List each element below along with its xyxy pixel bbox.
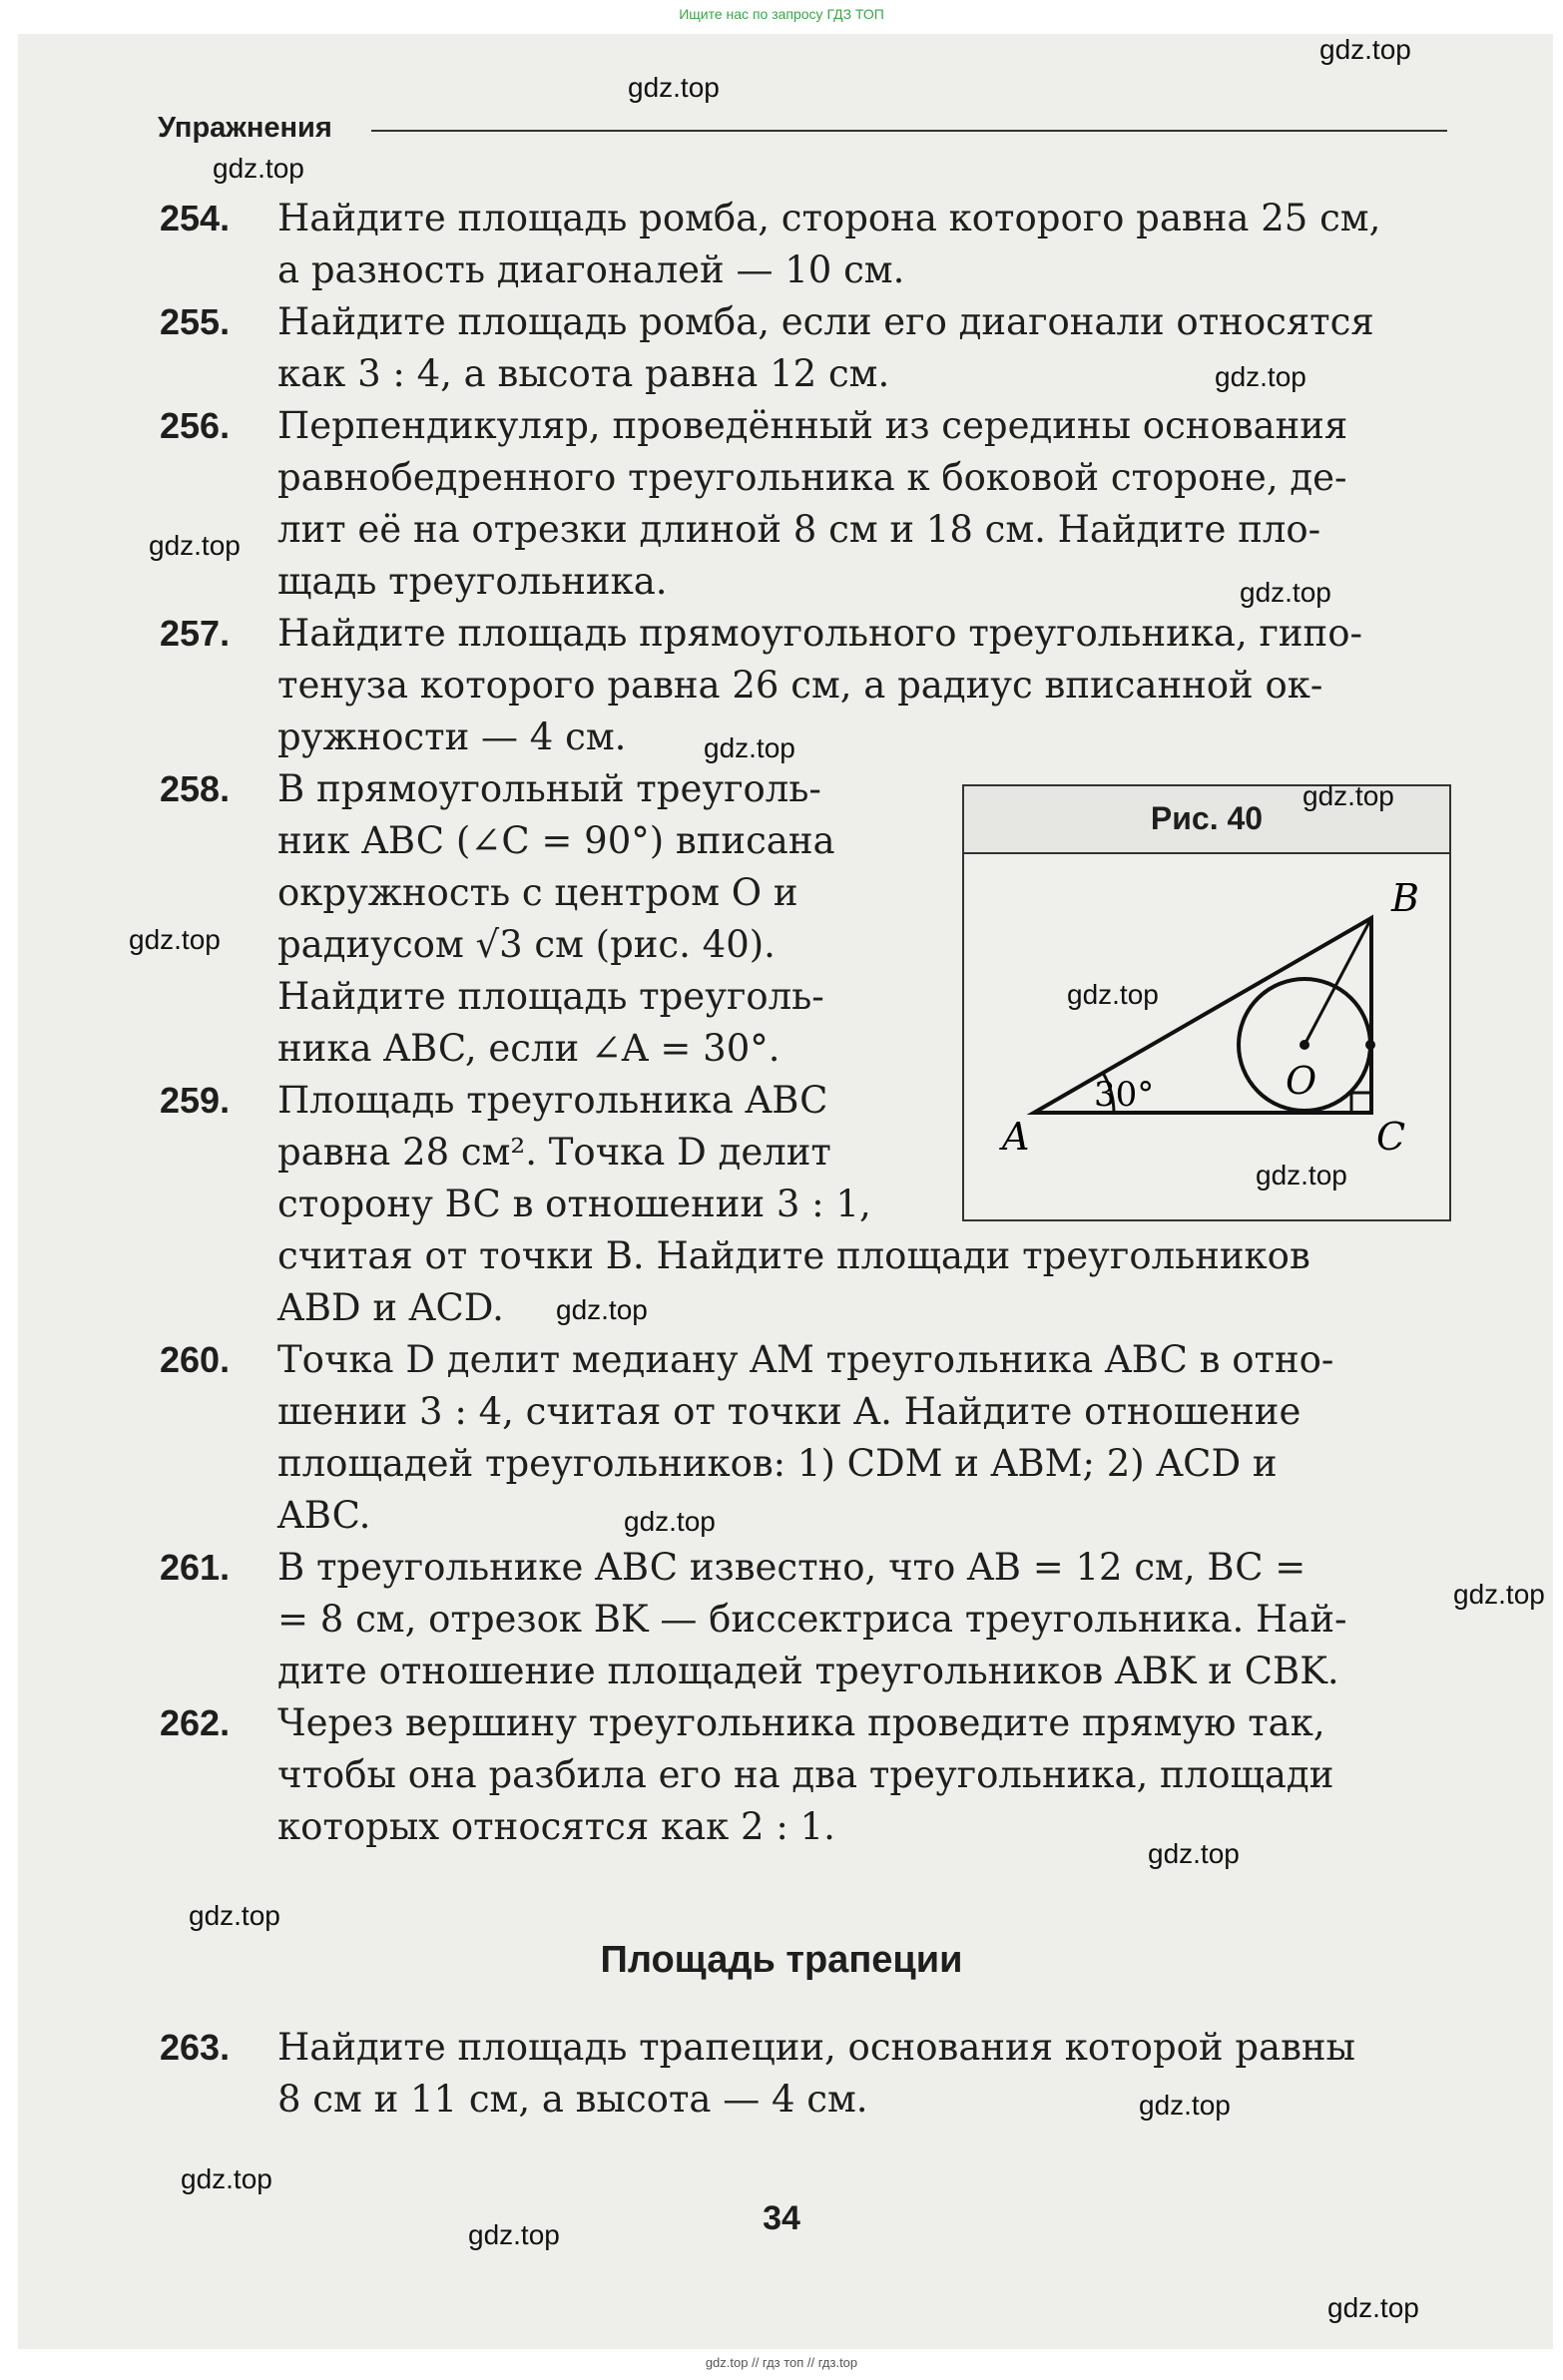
angle-label: 30° [1094, 1075, 1155, 1115]
exercise-number: 263. [160, 2027, 231, 2068]
footer-link[interactable]: gdz.top // гдз топ // гдз.top [705, 2355, 858, 2370]
watermark: gdz.top [1240, 577, 1331, 608]
exercise-text-line: Площадь треугольника ABC [277, 1079, 828, 1122]
watermark: gdz.top [1319, 34, 1411, 65]
watermark: gdz.top [1148, 1838, 1240, 1869]
exercise-text-line: считая от точки B. Найдите площади треугольников [277, 1234, 1310, 1277]
exercise-text-line: ник ABC (∠C = 90°) вписана [277, 819, 835, 862]
exercise-text-line: чтобы она разбила его на два треугольника, площади [277, 1753, 1334, 1796]
watermark: gdz.top [624, 1506, 716, 1537]
section-subheading: Площадь трапеции [600, 1939, 963, 1981]
exercise-text-line: равнобедренного треугольника к боковой стороне, де- [277, 456, 1347, 499]
exercise-text-line: В треугольнике ABC известно, что AB = 12 см, BC = [277, 1546, 1306, 1589]
exercise-number: 261. [160, 1547, 231, 1588]
watermark: gdz.top [181, 2163, 272, 2194]
exercise-text-line: Найдите площадь треуголь- [277, 975, 824, 1018]
exercise-text-line: шении 3 : 4, считая от точки A. Найдите отношение [277, 1390, 1302, 1433]
watermark: gdz.top [129, 924, 221, 955]
exercise-text-line: тенуза которого равна 26 см, а радиус вписанной ок- [277, 664, 1323, 707]
exercise-text-line: = 8 см, отрезок BK — биссектриса треугольника. Най- [277, 1598, 1347, 1641]
figure-title: Рис. 40 [1150, 800, 1264, 836]
exercise-text-line: щадь треугольника. [277, 560, 668, 603]
exercise-number: 260. [160, 1339, 231, 1380]
exercise-text-line: Найдите площадь прямоугольного треугольника, гипо- [277, 612, 1362, 655]
exercise-text-line: дите отношение площадей треугольников ABK и CBK. [277, 1650, 1339, 1692]
watermark: gdz.top [556, 1294, 648, 1325]
exercise-text-line: ружности — 4 см. [277, 715, 627, 758]
exercise-text-line: окружность с центром O и [277, 871, 798, 914]
page-number: 34 [763, 2199, 800, 2237]
watermark: gdz.top [149, 530, 241, 561]
exercise-text-line: 8 см и 11 см, а высота — 4 см. [277, 2078, 868, 2121]
exercise-number: 259. [160, 1080, 231, 1121]
section-title: Упражнения [158, 112, 332, 144]
exercise-text-line: сторону BC в отношении 3 : 1, [277, 1183, 871, 1225]
label-c: C [1376, 1115, 1406, 1159]
exercise-text-line: Найдите площадь трапеции, основания которой равны [277, 2026, 1356, 2069]
exercise-text-line: Точка D делит медиану AM треугольника ABC в отно- [277, 1338, 1334, 1381]
tangent-point [1365, 1040, 1375, 1050]
watermark: gdz.top [628, 72, 720, 103]
exercise-text-line: а разность диагоналей — 10 см. [277, 248, 905, 291]
exercise-number: 256. [160, 405, 231, 446]
exercise-text-line: Через вершину треугольника проведите прямую так, [277, 1701, 1325, 1744]
exercise-text-line: которых относятся как 2 : 1. [277, 1805, 835, 1848]
exercise-text-line: ника ABC, если ∠A = 30°. [277, 1027, 781, 1070]
watermark: gdz.top [1256, 1160, 1347, 1190]
label-o: O [1286, 1059, 1317, 1103]
watermark: gdz.top [213, 153, 304, 184]
exercise-text-line: В прямоугольный треуголь- [277, 767, 821, 810]
watermark: gdz.top [704, 732, 795, 763]
watermark: gdz.top [189, 1900, 280, 1931]
exercise-number: 262. [160, 1702, 231, 1743]
exercise-number: 257. [160, 613, 231, 654]
center-point-o [1300, 1040, 1309, 1050]
triangle-diagram [964, 854, 1449, 1217]
exercise-text-line: как 3 : 4, а высота равна 12 см. [277, 352, 890, 395]
watermark: gdz.top [1067, 979, 1159, 1010]
watermark: gdz.top [1139, 2090, 1231, 2121]
right-angle-mark [1351, 1093, 1371, 1113]
label-b: B [1391, 876, 1419, 920]
exercise-text-line: ABC. [277, 1494, 371, 1537]
exercise-text-line: радиусом √3 см (рис. 40). [277, 923, 776, 966]
label-a: A [1002, 1115, 1030, 1159]
watermark: gdz.top [1215, 361, 1306, 392]
exercise-text-line: Найдите площадь ромба, сторона которого равна 25 см, [277, 197, 1381, 239]
header-rule [371, 130, 1447, 132]
exercise-number: 255. [160, 301, 231, 342]
top-search-link[interactable]: Ищите нас по запросу ГДЗ ТОП [679, 6, 884, 22]
exercise-text-line: Найдите площадь ромба, если его диагонали относятся [277, 300, 1374, 343]
exercise-text-line: равна 28 см². Точка D делит [277, 1131, 831, 1174]
exercise-text-line: лит её на отрезки длиной 8 см и 18 см. Найдите пло- [277, 508, 1321, 551]
exercise-text-line: площадей треугольников: 1) CDM и ABM; 2) ACD и [277, 1442, 1278, 1485]
watermark: gdz.top [468, 2219, 560, 2250]
watermark: gdz.top [1453, 1579, 1545, 1610]
watermark: gdz.top [1302, 780, 1394, 811]
watermark: gdz.top [1327, 2292, 1419, 2323]
exercise-text-line: ABD и ACD. [277, 1286, 504, 1329]
figure-40 [962, 784, 1451, 1221]
exercise-number: 258. [160, 768, 231, 809]
exercise-number: 254. [160, 198, 231, 238]
exercise-text-line: Перпендикуляр, проведённый из середины основания [277, 404, 1348, 447]
